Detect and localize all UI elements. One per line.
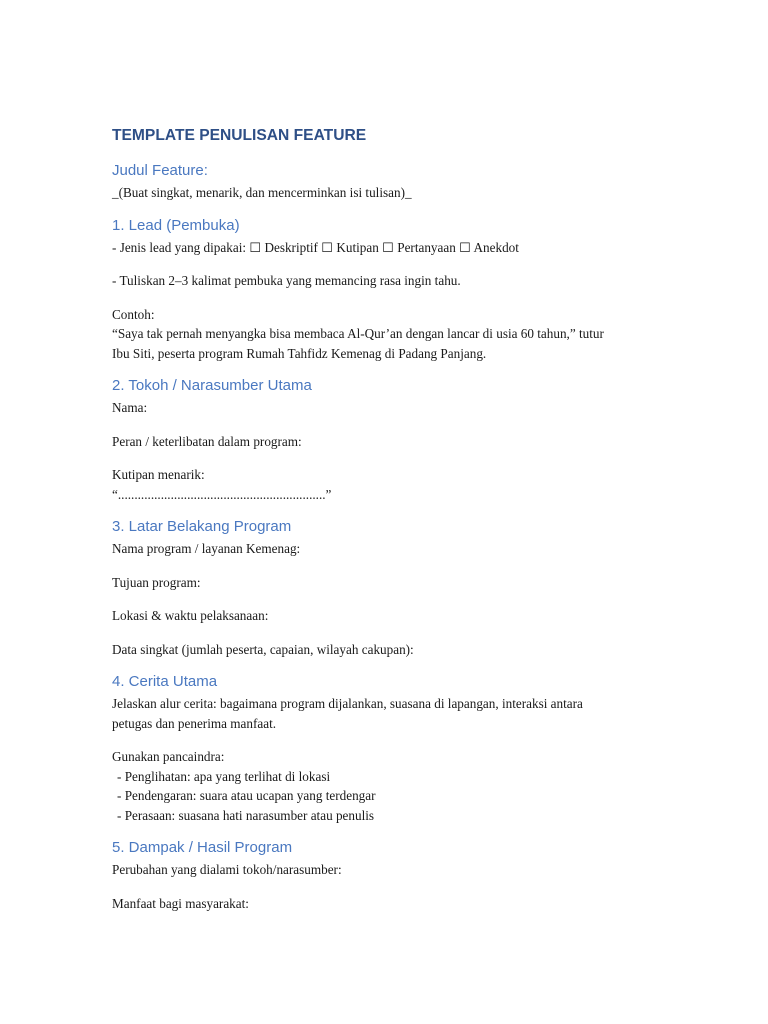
latar-tujuan: Tujuan program: — [112, 574, 201, 590]
tokoh-kutipan-blank: “...............................................................” — [112, 486, 332, 502]
cerita-pancaindra: Gunakan pancaindra: — [112, 749, 225, 764]
tokoh-kutipan-label: Kutipan menarik: — [112, 467, 205, 482]
dampak-perubahan: Perubahan yang dialami tokoh/narasumber: — [112, 862, 342, 877]
cerita-alur-line1: Jelaskan alur cerita: bagaimana program dijalankan, suasana di lapangan, interaksi antara — [112, 696, 583, 711]
heading-judul: Judul Feature: — [112, 162, 208, 179]
lead-contoh-line2: Ibu Siti, peserta program Rumah Tahfidz Kemenag di Padang Panjang. — [112, 345, 487, 361]
heading-dampak: 5. Dampak / Hasil Program — [112, 839, 293, 856]
lead-contoh-label: Contoh: — [112, 306, 155, 322]
latar-nama-program: Nama program / layanan Kemenag: — [112, 541, 301, 556]
lead-contoh-line1: “Saya tak pernah menyangka bisa membaca Al-Qur’an dengan lancar di usia 60 tahun,” tutur — [112, 326, 604, 341]
dampak-manfaat: Manfaat bagi masyarakat: — [112, 895, 249, 911]
list-item: - Perasaan: suasana hati narasumber atau penulis — [117, 807, 375, 823]
heading-cerita: 4. Cerita Utama — [112, 673, 218, 690]
heading-latar: 3. Latar Belakang Program — [112, 518, 292, 535]
heading-lead: 1. Lead (Pembuka) — [112, 216, 240, 234]
tokoh-nama: Nama: — [112, 400, 148, 415]
document-title: TEMPLATE PENULISAN FEATURE — [112, 127, 367, 144]
list-item: - Pendengaran: suara atau ucapan yang terdengar — [117, 788, 376, 803]
lead-instruksi: - Tuliskan 2–3 kalimat pembuka yang memancing rasa ingin tahu. — [112, 273, 461, 288]
judul-note: _(Buat singkat, menarik, dan mencerminkan isi tulisan)_ — [112, 185, 412, 200]
lead-jenis: - Jenis lead yang dipakai: ☐ Deskriptif ☐ Kutipan ☐ Pertanyaan ☐ Anekdot — [112, 239, 519, 255]
heading-tokoh: 2. Tokoh / Narasumber Utama — [112, 377, 312, 394]
tokoh-peran: Peran / keterlibatan dalam program: — [112, 433, 302, 449]
latar-lokasi: Lokasi & waktu pelaksanaan: — [112, 608, 269, 623]
document-page — [112, 126, 672, 913]
cerita-alur-line2: petugas dan penerima manfaat. — [112, 715, 277, 731]
latar-data: Data singkat (jumlah peserta, capaian, wilayah cakupan): — [112, 641, 414, 657]
list-item: - Penglihatan: apa yang terlihat di lokasi — [117, 768, 331, 784]
